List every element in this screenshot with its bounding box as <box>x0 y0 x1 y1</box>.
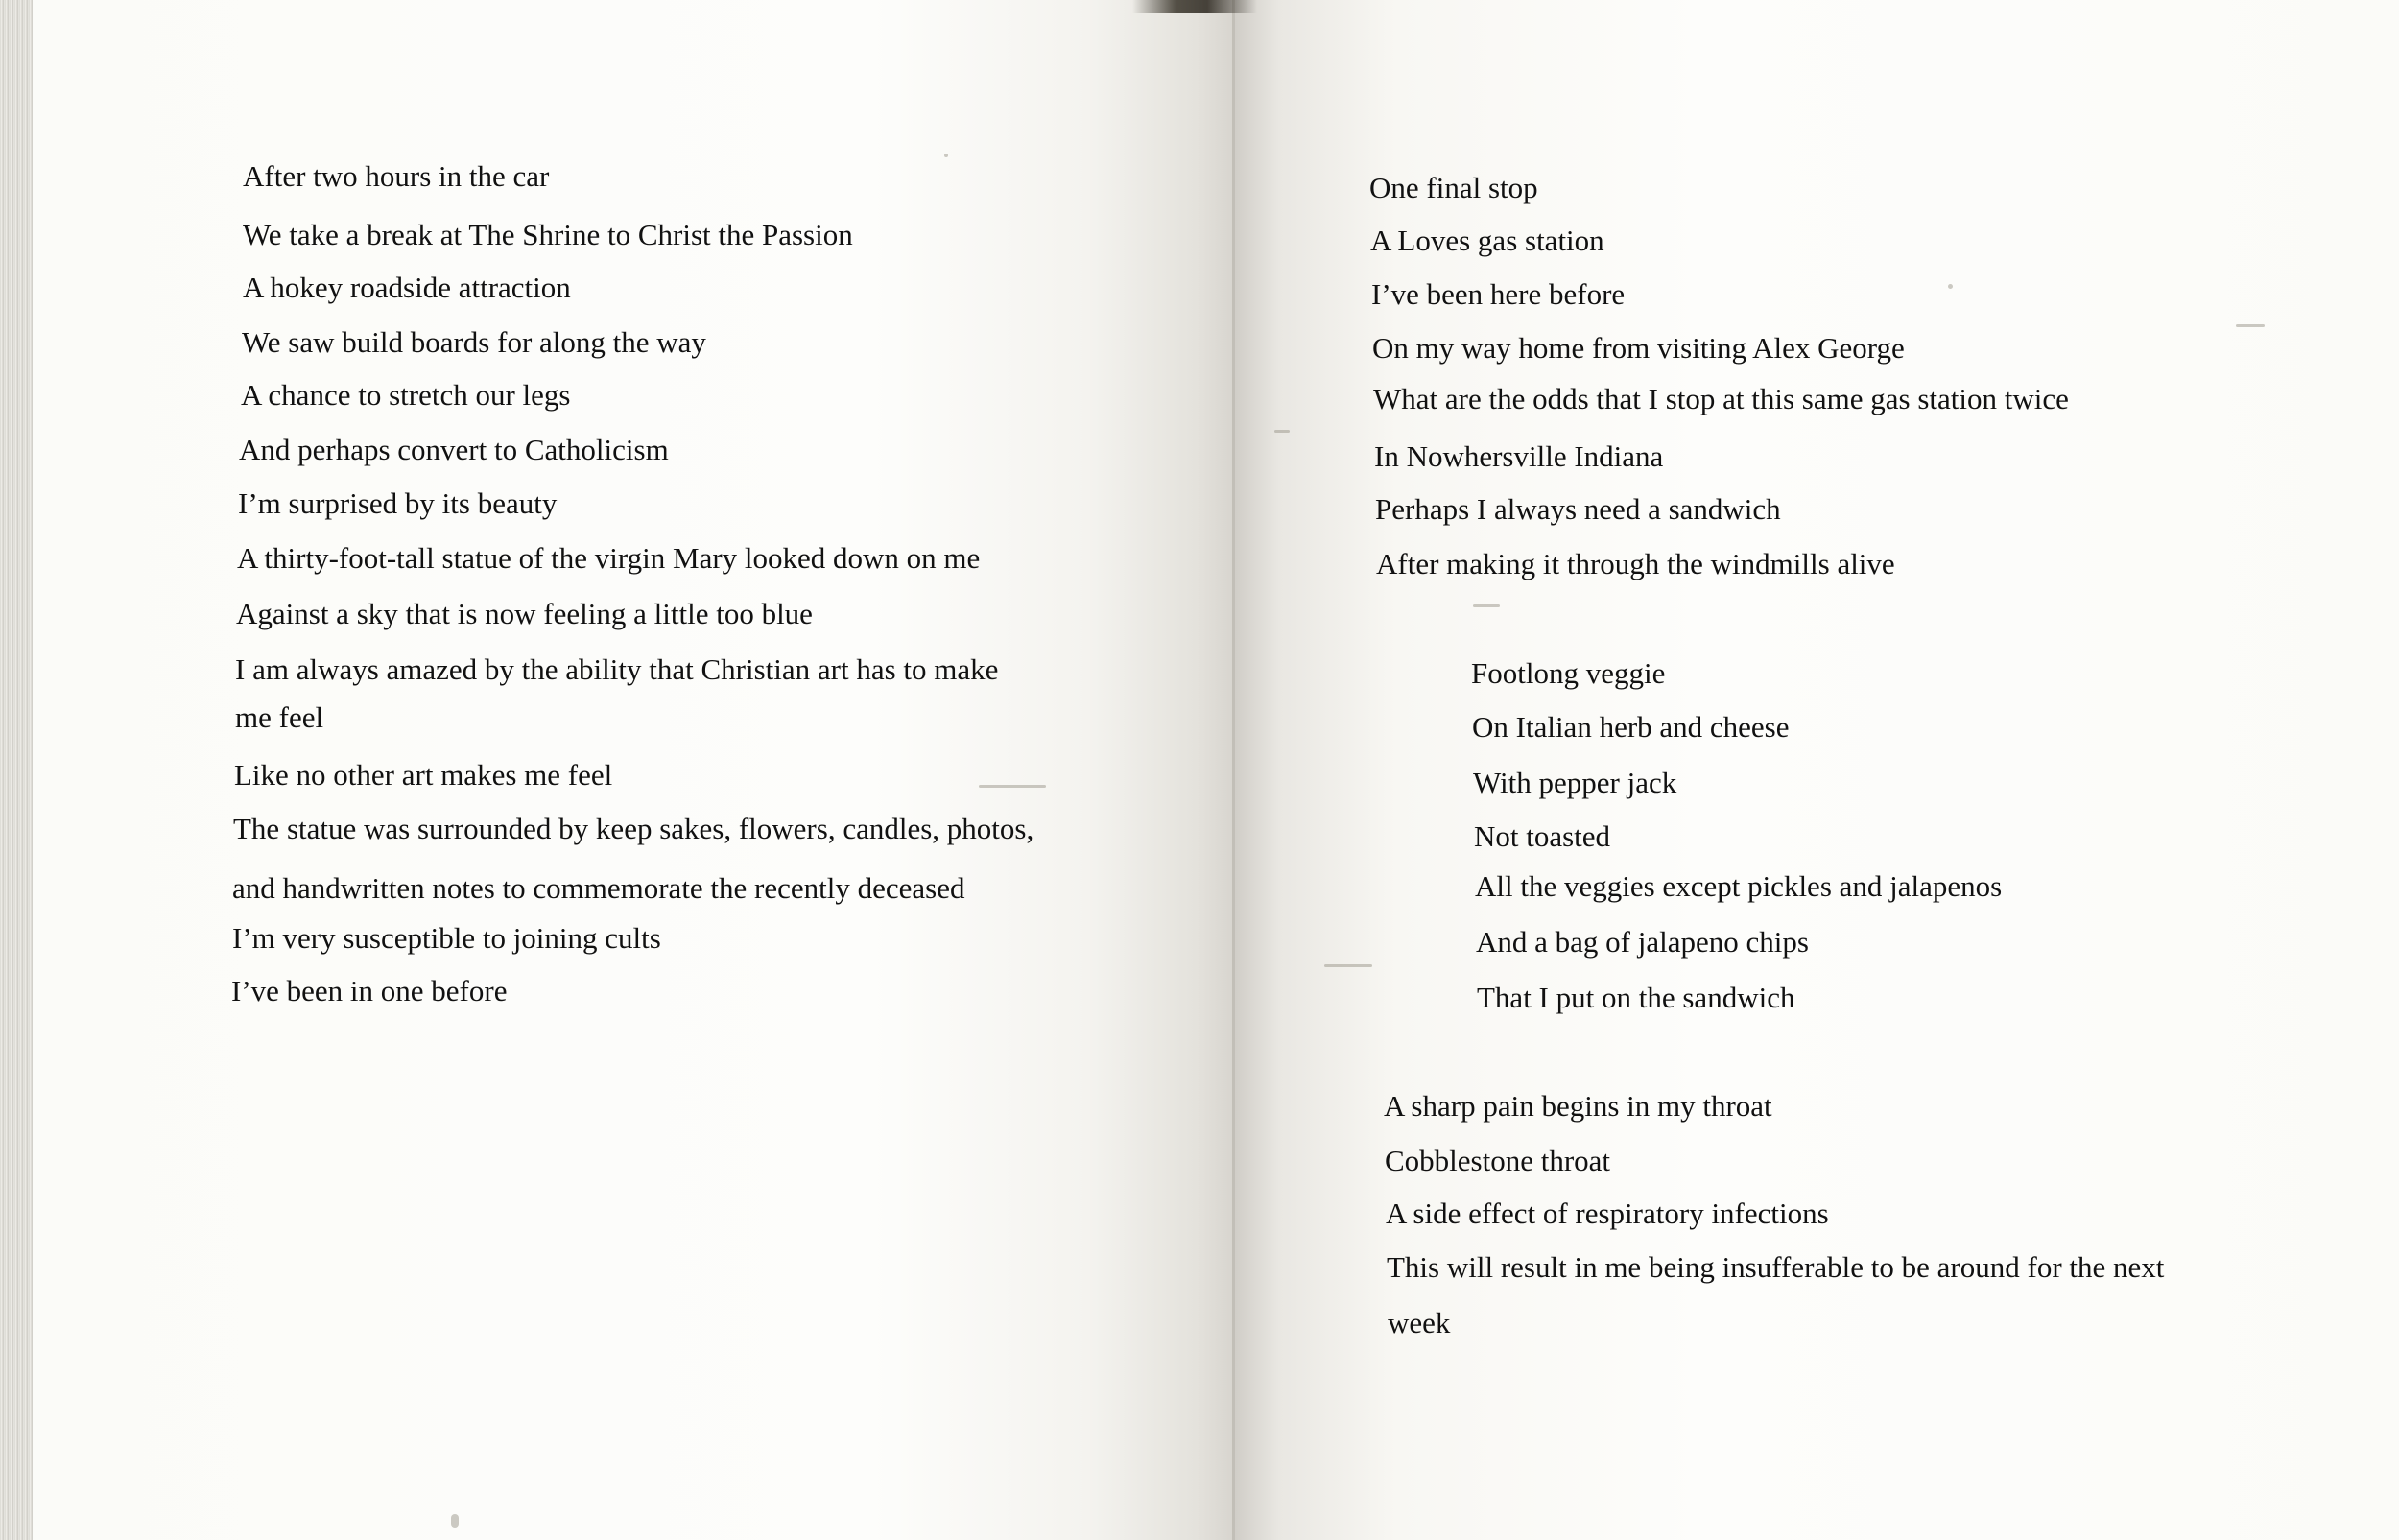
poem-line: I’m very susceptible to joining cults <box>232 921 661 955</box>
poem-line: week <box>1388 1306 1451 1339</box>
poem-line: And perhaps convert to Catholicism <box>239 433 669 466</box>
poem-line: and handwritten notes to commemorate the recently deceased <box>232 871 965 905</box>
poem-line: I’ve been here before <box>1371 277 1626 311</box>
poem-line: A sharp pain begins in my throat <box>1384 1089 1772 1123</box>
poem-line: And a bag of jalapeno chips <box>1476 925 1809 959</box>
poem-line: One final stop <box>1369 171 1538 204</box>
poem-line: A side effect of respiratory infections <box>1386 1196 1829 1230</box>
poem-line: On Italian herb and cheese <box>1472 710 1790 744</box>
poem-line: Footlong veggie <box>1471 656 1666 690</box>
poem-line: Like no other art makes me feel <box>234 758 613 792</box>
scan-speck <box>1948 284 1953 289</box>
scan-speck <box>944 154 948 157</box>
poem-line: After two hours in the car <box>243 159 550 193</box>
poem-line: This will result in me being insufferable to be around for the next <box>1387 1250 2165 1284</box>
page-edges <box>0 0 33 1540</box>
poem-line: With pepper jack <box>1473 766 1677 799</box>
poem-line: What are the odds that I stop at this same gas station twice <box>1373 382 2069 415</box>
poem-line: Against a sky that is now feeling a little too blue <box>236 597 813 630</box>
scan-speck <box>2236 324 2265 327</box>
poem-line: A hokey roadside attraction <box>243 271 571 304</box>
poem-line: I’ve been in one before <box>231 974 508 1007</box>
poem-line: In Nowhersville Indiana <box>1374 439 1664 473</box>
poem-line: I am always amazed by the ability that Christian art has to make <box>235 652 999 686</box>
poem-line: That I put on the sandwich <box>1477 981 1795 1014</box>
poem-line: All the veggies except pickles and jalapenos <box>1475 869 2003 903</box>
poem-line: Not toasted <box>1474 819 1611 853</box>
poem-line: Cobblestone throat <box>1385 1144 1611 1177</box>
scan-speck <box>1473 604 1500 607</box>
poem-line: A thirty-foot-tall statue of the virgin Mary looked down on me <box>237 541 981 575</box>
poem-line: We take a break at The Shrine to Christ the Passion <box>243 218 853 251</box>
book-gutter <box>1232 0 1235 1540</box>
book-spine <box>1132 0 1257 13</box>
poem-line: me feel <box>235 700 324 734</box>
poem-line: A Loves gas station <box>1370 224 1604 257</box>
scan-speck <box>1324 964 1372 967</box>
poem-line: Perhaps I always need a sandwich <box>1375 492 1781 526</box>
poem-line: A chance to stretch our legs <box>241 378 571 412</box>
poem-line: On my way home from visiting Alex George <box>1372 331 1905 365</box>
scan-speck <box>1274 430 1290 433</box>
poem-line: We saw build boards for along the way <box>242 325 706 359</box>
poem-line: After making it through the windmills alive <box>1376 547 1895 580</box>
scan-speck <box>979 785 1046 788</box>
poem-line: The statue was surrounded by keep sakes, flowers, candles, photos, <box>233 812 1034 845</box>
poem-line: I’m surprised by its beauty <box>238 486 558 520</box>
scan-speck <box>451 1514 459 1528</box>
